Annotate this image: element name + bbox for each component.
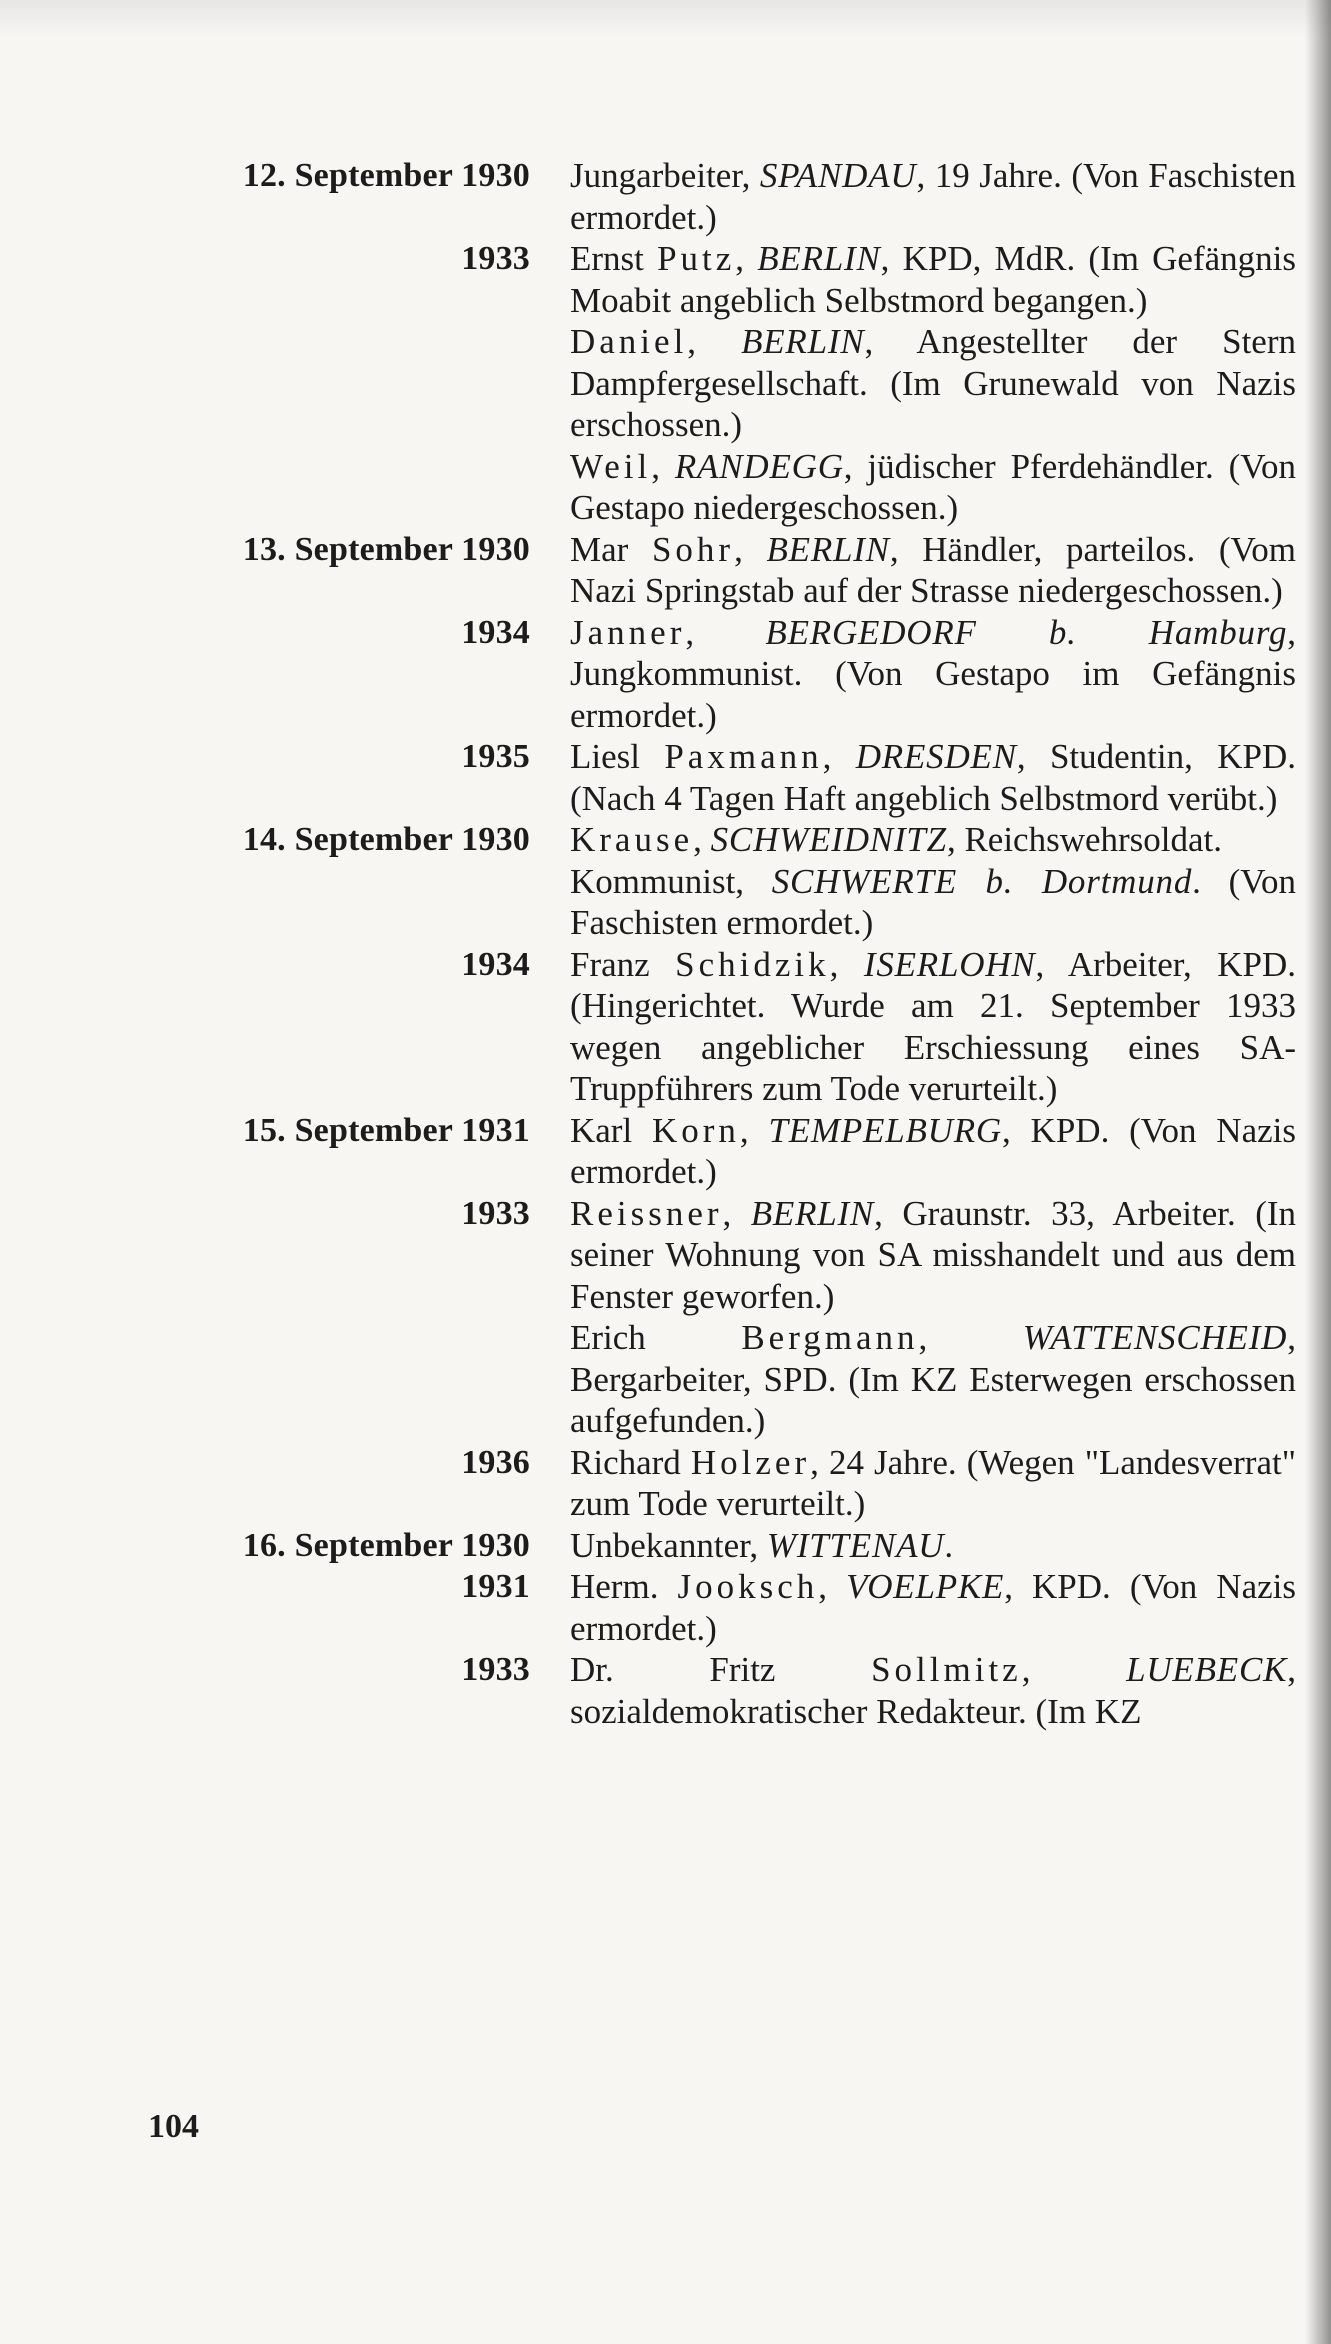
entry-text-run: , Jungkommunist. (Von Gestapo im Gefängnis ermordet.) (570, 612, 1297, 735)
chronicle-entry (150, 446, 1300, 529)
chronicle-entry (150, 861, 1300, 944)
entry-text-run: , jüdischer Pferdehändler. (Von Gestapo niedergeschossen.) (570, 446, 1297, 527)
chronicle-entry (150, 321, 1300, 446)
place-name: BERGEDORF b. Hamburg (765, 612, 1288, 652)
entry-text-run: , Arbeiter, KPD. (Hingerichtet. Wurde am 21. September 1933 wegen angeblicher Erschiessung eines SA-Truppführers zum Tode verurteilt.) (570, 944, 1296, 1108)
entry-text-run: , (651, 446, 675, 486)
place-name: SCHWEIDNITZ (710, 820, 947, 859)
chronicle-entry (150, 529, 1300, 612)
person-name: Janner (570, 612, 686, 652)
person-name: Daniel (570, 322, 688, 361)
entry-text-run: , (685, 612, 766, 652)
entry-text (570, 944, 1296, 1110)
chronicle-entry (150, 612, 1300, 737)
place-name: LUEBECK (1126, 1650, 1288, 1689)
entry-date (150, 861, 530, 944)
person-name: Jooksch (677, 1567, 819, 1606)
entry-date: 1933 (461, 1651, 530, 1688)
entry-text-run: , Reichswehrsoldat. (946, 820, 1223, 859)
entry-text-run: , (829, 944, 864, 984)
entry-text-run: , (687, 322, 742, 361)
entry-text-run: , Händler, parteilos. (Vom Nazi Springstab auf der Strasse niedergeschossen.) (570, 529, 1297, 610)
entry-text (570, 446, 1296, 529)
entry-text-run: Franz (570, 944, 676, 984)
entry-text-run: Jungarbeiter, (570, 156, 760, 195)
place-name: ISERLOHN (863, 944, 1036, 984)
place-name: BERLIN (750, 1193, 875, 1233)
entry-text-run: Unbekannter, (570, 1525, 767, 1565)
entry-text-run: Erich (570, 1318, 742, 1357)
entry-text (570, 736, 1296, 819)
place-name: SPANDAU (759, 156, 917, 195)
entry-date: 1934 (461, 613, 530, 651)
entry-text-run: . (Von Faschisten ermordet.) (570, 861, 1296, 942)
entry-text (570, 819, 1296, 861)
entry-text-run: , 24 Jahre. (Wegen "Landesverrat" zum Tode verurteilt.) (570, 1442, 1296, 1523)
entry-text (570, 1110, 1296, 1193)
chronicle-entry (150, 155, 1300, 238)
entry-text (570, 612, 1296, 737)
entry-text-run: , (918, 1318, 1023, 1357)
person-name: Sollmitz (871, 1650, 1022, 1689)
place-name: BERLIN (766, 529, 890, 569)
place-name: WATTENSCHEID (1022, 1318, 1288, 1357)
entry-text (570, 238, 1296, 321)
place-name: DRESDEN (855, 737, 1017, 776)
place-name: VOELPKE (846, 1567, 1005, 1606)
entry-text-run: Karl (570, 1110, 652, 1150)
entry-date (150, 321, 530, 446)
entry-text-run: , Studentin, KPD. (Nach 4 Tagen Haft angeblich Selbstmord verübt.) (570, 737, 1297, 818)
chronicle-entry (150, 1442, 1300, 1525)
place-name: TEMPELBURG (768, 1110, 1003, 1150)
entry-date: 1933 (461, 1194, 530, 1232)
place-name: SCHWERTE b. Dortmund (771, 861, 1193, 901)
chronicle-entry (150, 1649, 1300, 1732)
entry-date: 1933 (461, 240, 530, 277)
entry-text (570, 1442, 1296, 1525)
entry-text-run: , (693, 820, 711, 859)
entry-text (570, 155, 1296, 238)
entry-text (570, 321, 1296, 446)
place-name: WITTENAU (766, 1525, 945, 1565)
chronicle-entry (150, 1566, 1300, 1649)
entry-date: 13. September 1930 (242, 530, 530, 568)
entry-text-run: , (735, 239, 758, 278)
person-name: Putz (657, 239, 736, 278)
chronicle-entry (150, 944, 1300, 1110)
person-name: Schidzik (675, 944, 830, 984)
place-name: RANDEGG (674, 446, 844, 486)
scan-edge-shadow (1305, 0, 1331, 2344)
entry-text-run: , (722, 1193, 751, 1233)
entry-text-run: Richard (570, 1442, 691, 1482)
chronicle-entry (150, 1525, 1300, 1567)
entry-text-run: , (734, 529, 767, 569)
entry-date: 12. September 1930 (242, 157, 530, 194)
entry-date (150, 446, 530, 529)
entry-text-run: , 19 Jahre. (Von Faschisten ermordet.) (570, 156, 1296, 237)
entry-text-run: , Graunstr. 33, Arbeiter. (In seiner Wohnung von SA misshandelt und aus dem Fenster geworfen.) (570, 1193, 1297, 1316)
entry-text-run: Herm. (570, 1567, 678, 1606)
entry-text-run: Kommunist, (570, 861, 772, 901)
page-number: 104 (148, 2108, 199, 2145)
entry-text (570, 1566, 1296, 1649)
entry-text (570, 1525, 1296, 1567)
entry-text (570, 1193, 1296, 1318)
person-name: Reissner (570, 1193, 723, 1233)
entry-text-run: , KPD. (Von Nazis ermordet.) (570, 1110, 1296, 1191)
entry-text-run: . (944, 1525, 954, 1565)
person-name: Paxmann (664, 737, 823, 776)
person-name: Krause (570, 820, 694, 859)
entry-text (570, 529, 1296, 612)
scan-top-shadow (0, 0, 1331, 40)
entry-text-run: Liesl (570, 737, 665, 776)
chronicle-entry (150, 819, 1300, 861)
chronicle-list (150, 155, 1300, 1732)
entry-date: 14. September 1930 (242, 821, 530, 858)
entry-text-run: Mar (570, 529, 652, 569)
entry-date: 1931 (461, 1568, 530, 1605)
entry-text-run: Dr. Fritz (570, 1650, 872, 1689)
entry-text-run: Ernst (570, 239, 658, 278)
chronicle-entry (150, 1317, 1300, 1442)
entry-date: 1936 (461, 1443, 530, 1481)
place-name: BERLIN (741, 322, 865, 361)
entry-text-run: , (822, 737, 856, 776)
entry-date (150, 1317, 530, 1442)
person-name: Weil (570, 446, 652, 486)
chronicle-entry (150, 1110, 1300, 1193)
entry-text-run: , (739, 1110, 769, 1150)
entry-text-run: , (1021, 1650, 1127, 1689)
chronicle-entry (150, 238, 1300, 321)
entry-date: 16. September 1930 (242, 1526, 530, 1564)
entry-text-run: , KPD. (Von Nazis ermordet.) (570, 1567, 1296, 1648)
person-name: Bergmann (741, 1318, 919, 1357)
chronicle-entry (150, 736, 1300, 819)
entry-text-run: , (818, 1567, 847, 1606)
person-name: Holzer (690, 1442, 811, 1482)
entry-date: 1935 (461, 738, 530, 775)
entry-text-run: , sozialdemokratischer Redakteur. (Im KZ (570, 1650, 1297, 1731)
entry-text (570, 861, 1296, 944)
chronicle-entry (150, 1193, 1300, 1318)
person-name: Korn (651, 1110, 740, 1150)
entry-date: 1934 (461, 945, 530, 983)
entry-date: 15. September 1931 (242, 1111, 530, 1149)
entry-text (570, 1317, 1296, 1442)
person-name: Sohr (651, 529, 735, 569)
entry-text (570, 1649, 1296, 1732)
entry-text-run: , KPD, MdR. (Im Gefängnis Moabit angeblich Selbstmord begangen.) (570, 239, 1296, 320)
entry-text-run: , Angestellter der Stern Dampfergesellschaft. (Im Grunewald von Nazis erschossen.) (570, 322, 1296, 444)
entry-text-run: , Bergarbeiter, SPD. (Im KZ Esterwegen erschossen aufgefunden.) (570, 1318, 1297, 1440)
place-name: BERLIN (757, 239, 881, 278)
